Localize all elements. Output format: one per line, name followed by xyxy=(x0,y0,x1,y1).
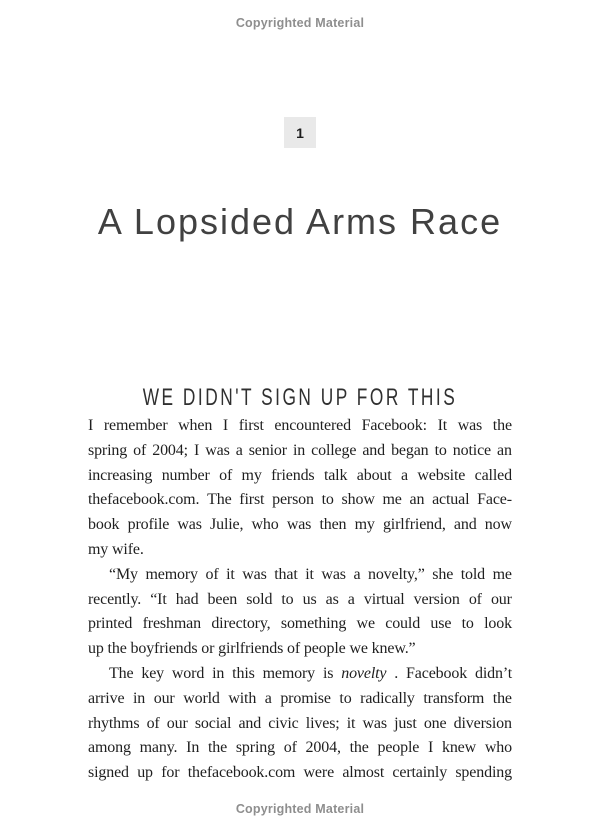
text-line: recently. “It had been sold to us as a virtual version of our xyxy=(88,590,512,608)
body-text xyxy=(88,414,512,786)
text-line: my wife. xyxy=(88,540,144,558)
chapter-number: 1 xyxy=(296,124,304,141)
text-line: rhythms of our social and civic lives; it was just one diversion xyxy=(88,714,512,732)
section-heading: WE DIDN'T SIGN UP FOR THIS xyxy=(142,383,458,411)
copyright-notice-bottom: Copyrighted Material xyxy=(235,802,365,816)
text-line: spring of 2004; I was a senior in college and began to notice an xyxy=(88,441,512,459)
text-line: book profile was Julie, who was then my girlfriend, and now xyxy=(88,516,512,534)
text-line: up the boyfriends or girlfriends of people we knew.” xyxy=(88,640,416,658)
paragraph xyxy=(88,414,512,563)
chapter-number-box xyxy=(284,117,316,148)
text-line: “My memory of it was that it was a novelty,” she told me xyxy=(109,565,512,583)
text-line: I remember when I first encountered Facebook: It was the xyxy=(88,417,512,434)
text-line: among many. In the spring of 2004, the people I knew who xyxy=(88,739,512,757)
text-line: thefacebook.com. The first person to show me an actual Face- xyxy=(88,491,512,509)
paragraph xyxy=(88,563,512,662)
text-line: signed up for thefacebook.com were almost certainly spending xyxy=(88,764,512,782)
text-line: The key word in this memory is novelty . Facebook didn’t xyxy=(109,664,512,682)
paragraph xyxy=(88,662,512,786)
text-line: increasing number of my friends talk about a website called xyxy=(88,466,512,484)
chapter-title: A Lopsided Arms Race xyxy=(97,201,503,243)
text-line: printed freshman directory, something we could use to look xyxy=(88,615,512,633)
text-line: arrive in our world with a promise to radically transform the xyxy=(88,689,512,707)
copyright-notice-top: Copyrighted Material xyxy=(235,16,365,30)
